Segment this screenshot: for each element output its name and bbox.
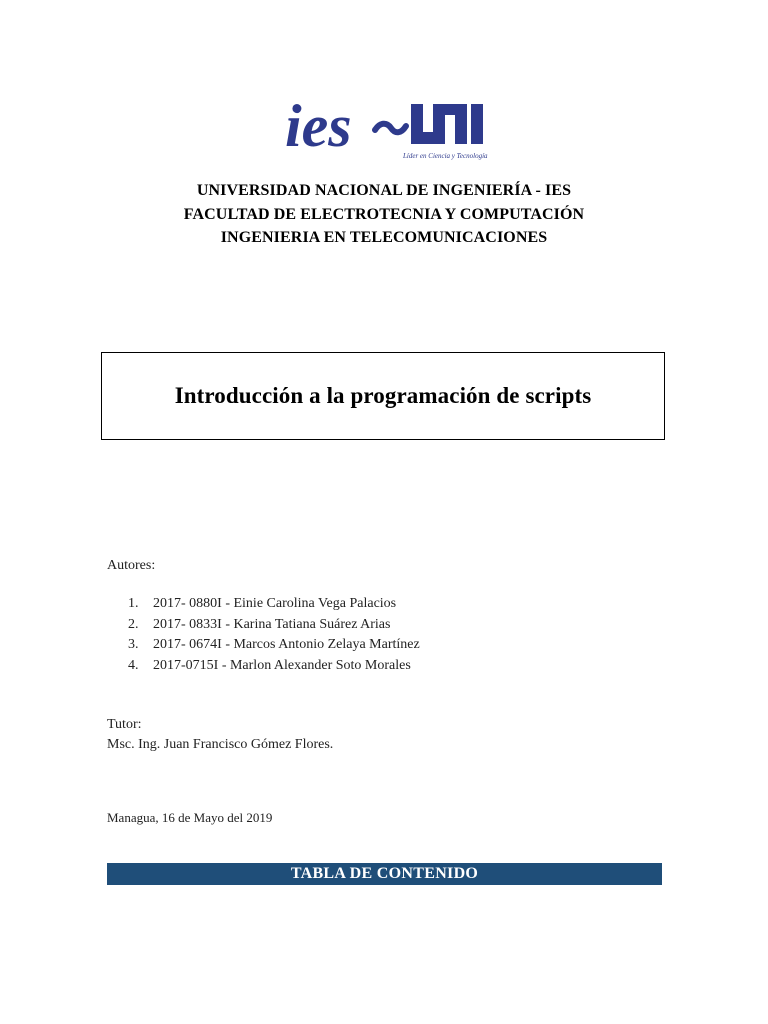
author-text: 2017-0715I - Marlon Alexander Soto Morales — [153, 657, 411, 673]
author-text: 2017- 0674I - Marcos Antonio Zelaya Martínez — [153, 637, 420, 652]
author-item — [128, 635, 420, 656]
toc-title: TABLA DE CONTENIDO — [290, 865, 479, 882]
logo-wordmark: ies — [285, 93, 352, 159]
authors-label: Autores: — [107, 558, 156, 573]
author-text: 2017- 0880I - Einie Carolina Vega Palacios — [153, 596, 397, 611]
toc-header-bar — [107, 863, 662, 885]
author-number: 1. — [128, 596, 139, 611]
author-item — [128, 615, 420, 636]
author-item — [128, 594, 420, 615]
author-number: 4. — [128, 657, 139, 673]
author-text: 2017- 0833I - Karina Tatiana Suárez Arias — [153, 616, 391, 632]
document-title-box — [101, 352, 665, 440]
logo-tagline: Líder en Ciencia y Tecnología — [403, 152, 488, 160]
authors-list — [128, 594, 420, 676]
university-logo — [283, 86, 493, 164]
author-number: 3. — [128, 637, 139, 652]
logo-uni-mark — [411, 104, 483, 144]
university-name: UNIVERSIDAD NACIONAL DE INGENIERÍA - IES — [196, 182, 572, 199]
author-item — [128, 656, 420, 677]
logo-tilde — [375, 124, 406, 133]
document-title: Introducción a la programación de scripts — [174, 383, 592, 408]
ies-uni-logo-graphic — [283, 86, 493, 164]
program-name: INGENIERIA EN TELECOMUNICACIONES — [220, 229, 548, 246]
date-location: Managua, 16 de Mayo del 2019 — [107, 810, 273, 825]
author-number: 2. — [128, 616, 139, 632]
tutor-label: Tutor: — [107, 717, 142, 732]
tutor-name: Msc. Ing. Juan Francisco Gómez Flores. — [107, 737, 334, 752]
faculty-name: FACULTAD DE ELECTROTECNIA Y COMPUTACIÓN — [183, 206, 585, 223]
